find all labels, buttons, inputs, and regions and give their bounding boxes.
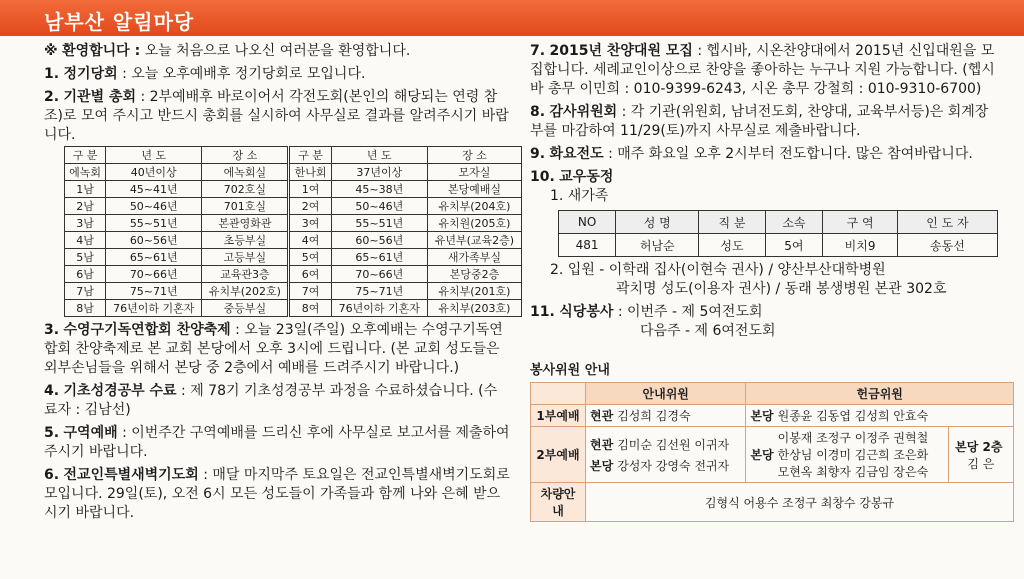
notice-text: : 오늘 오후예배후 정기당회로 모입니다. <box>117 66 366 82</box>
table-cell: 5여 <box>765 234 823 257</box>
table-cell: 50~46년 <box>106 198 202 215</box>
names: 김성희 김경숙 <box>617 409 691 423</box>
new-family-table <box>558 210 998 257</box>
table-row <box>531 427 1014 483</box>
table-cell: 7남 <box>65 283 106 300</box>
notice-text: : 헵시바, 시온찬양대에서 2015년 신입대원을 모집합니다. 세례교인이상으로 찬양을 좋아하는 누구나 지원 가능합니다. (헵시바 총무 이민희 : 010-9399-6243, 시온 총무 강철희 : 010-9310-6700) <box>530 43 995 97</box>
table-cell: 4남 <box>65 232 106 249</box>
table-row <box>65 249 522 266</box>
table-cell: 1여 <box>289 181 331 198</box>
volunteer-table <box>530 382 1014 522</box>
row-label: 1부예배 <box>531 405 586 427</box>
col-header: 구 분 <box>289 147 331 164</box>
table-cell: 에녹회 <box>65 164 106 181</box>
notice-3 <box>44 321 510 378</box>
table-cell: 70~66년 <box>331 266 427 283</box>
notice-num: 8. <box>530 104 546 120</box>
table-cell: 50~46년 <box>331 198 427 215</box>
notice-text: : 매주 화요일 오후 2시부터 전도합니다. 많은 참여바랍니다. <box>603 146 973 162</box>
table-cell: 65~61년 <box>331 249 427 266</box>
header-banner <box>0 0 1024 36</box>
notice-6 <box>44 466 510 523</box>
notice-head: 교우동정 <box>559 169 614 185</box>
notice-text: : 이번주 - 제 5여전도회 <box>613 304 763 320</box>
table-cell: 4여 <box>289 232 331 249</box>
col-header: 장 소 <box>427 147 521 164</box>
col-header: 직 분 <box>699 211 765 234</box>
table-cell: 본당예배실 <box>427 181 521 198</box>
table-cell <box>586 427 746 483</box>
page-title: 남부산 알림마당 <box>44 10 195 34</box>
table-cell: 고등부실 <box>202 249 289 266</box>
welcome-text: 오늘 처음으로 나오신 여러분을 환영합니다. <box>140 43 411 59</box>
table-cell: 3여 <box>289 215 331 232</box>
notice-head: 정기당회 <box>63 66 118 82</box>
notice-text: : 매달 마지막주 토요일은 전교인특별새벽기도회로 모입니다. 29일(토), 오전 6시 모든 성도들이 가족들과 함께 나와 은혜 받으시기 바랍니다. <box>44 467 510 521</box>
table-cell: 3남 <box>65 215 106 232</box>
table-cell: 1남 <box>65 181 106 198</box>
notice-7 <box>530 42 1000 99</box>
col-header: 구 역 <box>823 211 898 234</box>
table-cell: 교육관3층 <box>202 266 289 283</box>
table-cell: 6남 <box>65 266 106 283</box>
table-row <box>65 300 522 317</box>
col-header: 구 분 <box>65 147 106 164</box>
sub-label: 본당 <box>590 458 614 473</box>
notice-num: 3. <box>44 322 60 338</box>
notice-text: : 제 78기 기초성경공부 과정을 수료하셨습니다. (수료자 : 김남선) <box>44 383 498 418</box>
table-header-row <box>531 383 1014 405</box>
table-cell: 유년부(교육2층) <box>427 232 521 249</box>
table-cell: 새가족부실 <box>427 249 521 266</box>
meal-next: 다음주 - 제 6여전도회 <box>640 323 776 339</box>
table-cell: 55~51년 <box>331 215 427 232</box>
notice-head: 기초성경공부 수료 <box>63 383 177 399</box>
notice-num: 2. <box>44 89 60 105</box>
notice-num: 10. <box>530 169 555 185</box>
table-cell: 65~61년 <box>106 249 202 266</box>
table-cell: 송동선 <box>897 234 997 257</box>
notice-head: 2015년 찬양대원 모집 <box>549 43 693 59</box>
names: 김형식 어용수 조정구 최창수 강봉규 <box>586 483 1014 522</box>
left-column <box>44 42 515 527</box>
sub-label: 현관 <box>590 409 614 423</box>
col-header: 성 명 <box>616 211 699 234</box>
row-label: 차량안내 <box>531 483 586 522</box>
table-cell: 6여 <box>289 266 331 283</box>
names: 강성자 강영숙 전귀자 <box>617 458 730 473</box>
welcome-mark: ※ <box>44 43 58 59</box>
notice-head: 식당봉사 <box>559 304 614 320</box>
hospital-line-2: 곽치명 성도(이용자 권사) / 동래 봉생병원 본관 302호 <box>616 281 947 297</box>
row-label: 2부예배 <box>531 427 586 483</box>
notice-5 <box>44 424 510 462</box>
table-body <box>65 164 522 317</box>
welcome-notice <box>44 42 510 61</box>
table-row <box>65 215 522 232</box>
notice-num: 4. <box>44 383 60 399</box>
col-header: 장 소 <box>202 147 289 164</box>
notice-1 <box>44 65 510 84</box>
table-cell: 유치부(204호) <box>427 198 521 215</box>
table-cell <box>586 405 746 427</box>
notice-num: 7. <box>530 43 546 59</box>
hospital-line-1: 2. 입원 - 이학래 집사(이현숙 권사) / 양산부산대학병원 <box>550 262 886 278</box>
notice-head: 화요전도 <box>549 146 604 162</box>
table-cell: 8남 <box>65 300 106 317</box>
blank-cell <box>531 383 586 405</box>
notice-head: 수영구기독연합회 찬양축제 <box>63 322 231 338</box>
table-row <box>65 198 522 215</box>
notice-head: 전교인특별새벽기도회 <box>63 467 199 483</box>
col-header: 헌금위원 <box>746 383 1014 405</box>
table-cell: 2남 <box>65 198 106 215</box>
notice-num: 5. <box>44 425 60 441</box>
names: 모현옥 최향자 김금임 장은숙 <box>777 465 929 479</box>
names: 김 은 <box>967 456 995 471</box>
notice-num: 9. <box>530 146 546 162</box>
right-column <box>530 42 1003 522</box>
notice-head: 기관별 총회 <box>63 89 137 105</box>
assembly-schedule-table <box>64 146 522 317</box>
col-header: 안내위원 <box>586 383 746 405</box>
notice-text: : 오늘 23일(주일) 오후예배는 수영구기독연합회 찬양축제로 본 교회 본당에서 오후 3시에 드립니다. (본 교회 성도들은 외부손님들을 위해서 본당 중 2층에서 예배를 드려주시기 바랍니다.) <box>44 322 503 376</box>
notice-8 <box>530 103 1000 141</box>
col-header: 년 도 <box>106 147 202 164</box>
table-cell: 8여 <box>289 300 331 317</box>
table-row <box>65 181 522 198</box>
table-cell: 5여 <box>289 249 331 266</box>
table-row <box>559 234 998 257</box>
col-header: NO <box>559 211 616 234</box>
notice-num: 11. <box>530 304 555 320</box>
notice-head: 구역예배 <box>63 425 118 441</box>
table-cell: 유치원(205호) <box>427 215 521 232</box>
table-cell: 76년이하 기혼자 <box>106 300 202 317</box>
notice-10 <box>530 168 1000 187</box>
table-cell: 37년이상 <box>331 164 427 181</box>
table-row <box>531 483 1014 522</box>
table-cell: 75~71년 <box>106 283 202 300</box>
names: 한상님 이경미 김근희 조은화 <box>777 448 929 462</box>
table-cell: 에녹회실 <box>202 164 289 181</box>
table-cell <box>948 427 1013 483</box>
table-cell <box>746 427 948 483</box>
table-cell: 본관영화관 <box>202 215 289 232</box>
sub-label: 본당 2층 <box>955 439 1003 454</box>
notice-num: 1. <box>44 66 60 82</box>
table-cell: 성도 <box>699 234 765 257</box>
table-cell: 70~66년 <box>106 266 202 283</box>
notice-text: : 2부예배후 바로이어서 각전도회(본인의 해당되는 연령 참조)로 모여 주시고 반드시 총회를 실시하여 사무실로 결과를 알려주시기 바랍니다. <box>44 89 509 143</box>
col-header: 년 도 <box>331 147 427 164</box>
notice-11 <box>530 303 1000 322</box>
sub-label: 현관 <box>590 437 614 452</box>
table-cell: 701호실 <box>202 198 289 215</box>
table-cell <box>746 405 1014 427</box>
notice-text: : 이번주간 구역예배를 드리신 후에 사무실로 보고서를 제출하여 주시기 바랍니다. <box>44 425 510 460</box>
table-cell: 7여 <box>289 283 331 300</box>
table-header-row <box>65 147 522 164</box>
table-cell: 초등부실 <box>202 232 289 249</box>
table-cell: 45~38년 <box>331 181 427 198</box>
table-cell: 본당중2층 <box>427 266 521 283</box>
table-cell: 702호실 <box>202 181 289 198</box>
table-cell: 한나회 <box>289 164 331 181</box>
table-cell: 유치부(203호) <box>427 300 521 317</box>
table-cell: 유치부(202호) <box>202 283 289 300</box>
table-cell: 60~56년 <box>331 232 427 249</box>
sub-label: 본당 <box>750 409 774 423</box>
table-cell: 비치9 <box>823 234 898 257</box>
table-cell: 76년이하 기혼자 <box>331 300 427 317</box>
names: 이봉재 조정구 이정주 권혁철 <box>777 431 929 445</box>
table-cell: 모자실 <box>427 164 521 181</box>
table-cell: 45~41년 <box>106 181 202 198</box>
notice-2 <box>44 88 510 145</box>
notice-4 <box>44 382 510 420</box>
table-header-row <box>559 211 998 234</box>
table-cell: 유치부(201호) <box>427 283 521 300</box>
table-cell: 60~56년 <box>106 232 202 249</box>
table-cell: 55~51년 <box>106 215 202 232</box>
names: 원종윤 김동엽 김성희 안효숙 <box>777 409 929 423</box>
table-cell: 75~71년 <box>331 283 427 300</box>
notice-head: 감사위원회 <box>549 104 618 120</box>
table-row <box>65 232 522 249</box>
volunteer-title: 봉사위원 안내 <box>530 363 610 378</box>
new-family-label: 1. 새가족 <box>550 188 609 204</box>
table-cell: 허남순 <box>616 234 699 257</box>
table-row <box>65 266 522 283</box>
welcome-head: 환영합니다 : <box>62 43 141 59</box>
table-cell: 2여 <box>289 198 331 215</box>
col-header: 소속 <box>765 211 823 234</box>
table-cell: 중등부실 <box>202 300 289 317</box>
notice-text: : 각 기관(위원회, 남녀전도회, 찬양대, 교육부서등)은 회계장부를 마감하여 11/29(토)까지 사무실로 제출바랍니다. <box>530 104 989 139</box>
col-header: 인 도 자 <box>897 211 997 234</box>
table-row <box>65 283 522 300</box>
table-row <box>65 164 522 181</box>
table-cell: 481 <box>559 234 616 257</box>
notice-num: 6. <box>44 467 60 483</box>
notice-9 <box>530 145 1000 164</box>
table-row <box>531 405 1014 427</box>
names: 김미순 김선원 이귀자 <box>617 437 730 452</box>
sub-label: 본당 <box>750 448 774 462</box>
table-cell: 40년이상 <box>106 164 202 181</box>
table-cell: 5남 <box>65 249 106 266</box>
